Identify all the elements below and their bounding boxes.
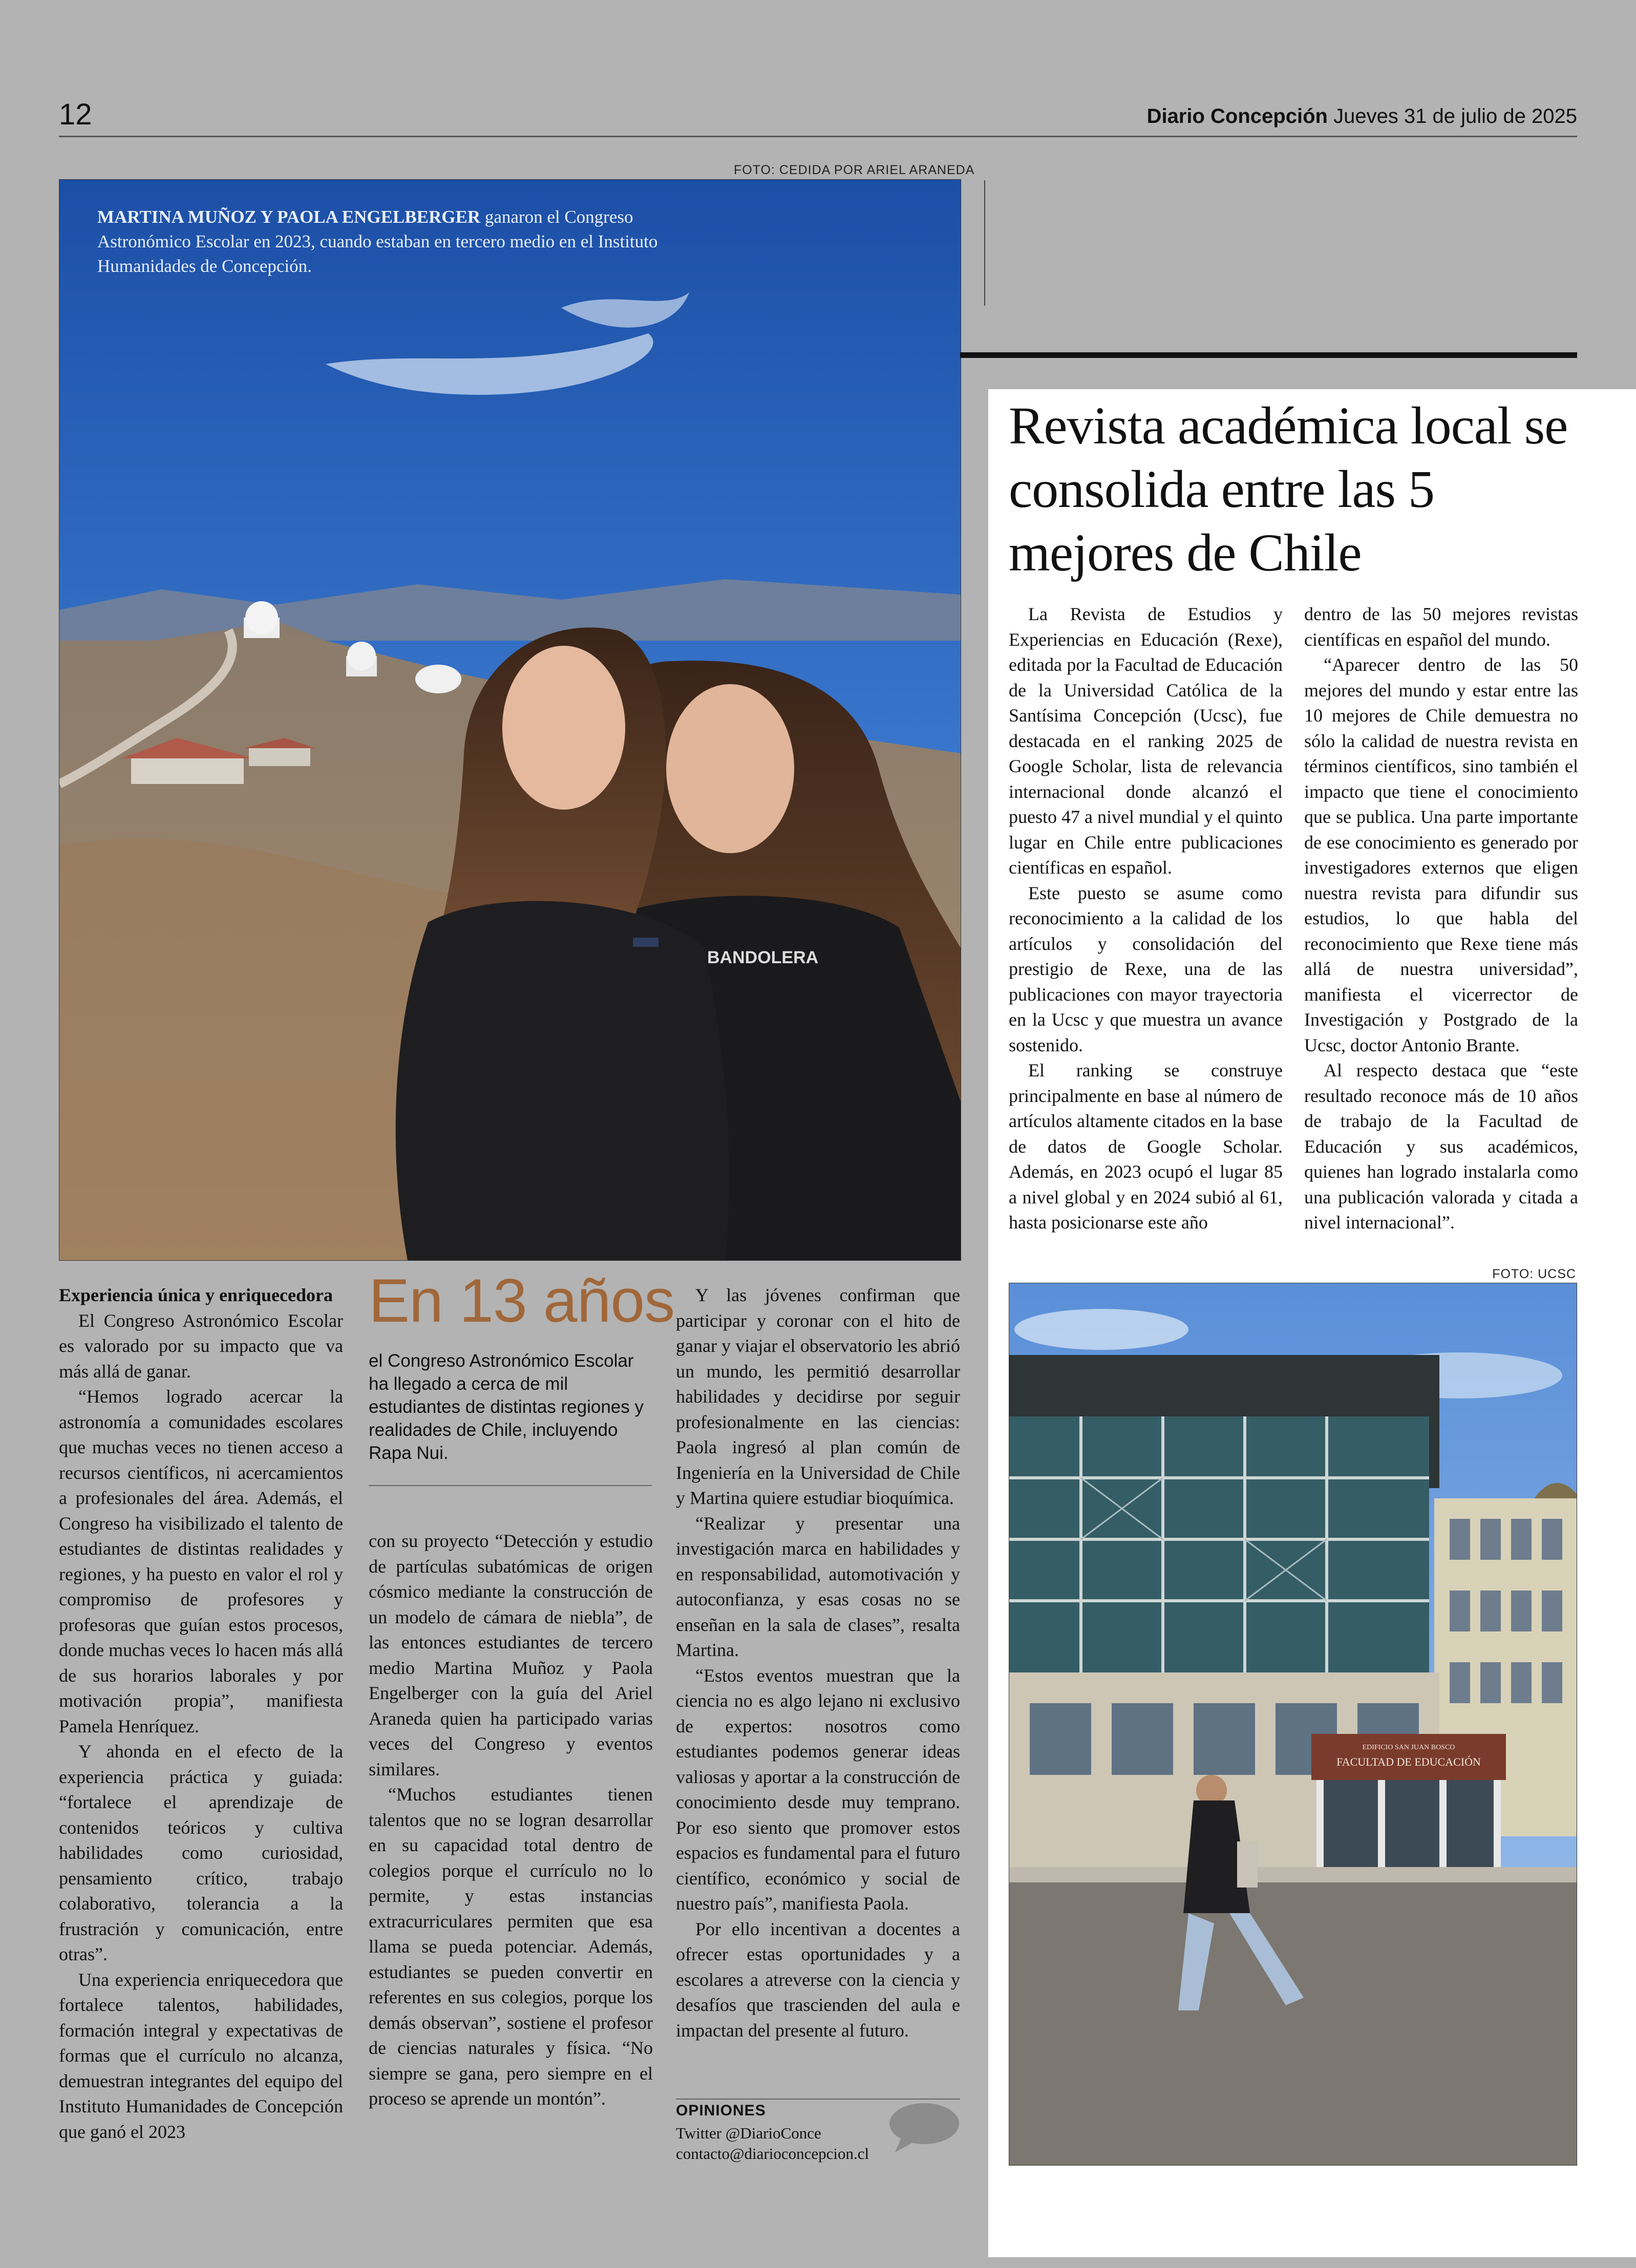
newspaper-name: Diario Concepción [1146, 105, 1328, 128]
article-column-2 [1304, 602, 1578, 1236]
students-observatory-photo [59, 179, 961, 1261]
masthead [1147, 105, 1577, 128]
article-column-1 [1009, 602, 1283, 1236]
caption-names: MARTINA MUÑOZ Y PAOLA ENGELBERGER [97, 207, 481, 227]
photo-caption [97, 205, 686, 279]
opinions-divider [676, 2099, 960, 2100]
article-headline: Revista académica local se consolida entre las 5 mejores de Chile [1009, 396, 1568, 582]
story-column-1 [59, 1283, 343, 2145]
pull-quote-number: En 13 años [369, 1266, 675, 1335]
paragraph: Una experiencia enriquecedora que fortalece talentos, habilidades, formación integral y expectativas de formas que el currículo no alcanza, demuestran integrantes del equipo del Instituto Humanidades de Concepción que ganó el 2023 [59, 1969, 343, 2142]
speech-bubble-icon [886, 2102, 960, 2156]
paragraph: “Estos eventos muestran que la ciencia no es algo lejano ni exclusivo de expertos: nosotros como estudiantes podemos generar ideas valiosas y aportar a la construcción de conocimiento desde muy temprano. Por eso siento que promover estos espacios es fundamental para el futuro científico, económico y social de nuestro país”, manifiesta Paola. [676, 1665, 960, 1914]
paragraph: “Aparecer dentro de las 50 mejores del mundo y estar entre las 10 mejores de Chile demuestra no sólo la calidad de nuestra revista en términos científicos, sino también el impacto que tiene el conocimiento que se publica. Una parte importante de ese conocimiento es generado por investigadores externos que eligen nuestra revista para difundir sus estudios, lo que habla del reconocimiento que Rexe tiene más allá de nuestra universidad”, manifiesta el vicerrector de Investigación y Postgrado de la Ucsc, doctor Antonio Brante. [1304, 654, 1578, 1055]
pull-quote-divider [369, 1485, 652, 1486]
building-sign-main: FACULTAD DE EDUCACIÓN [1336, 1755, 1481, 1768]
page-number: 12 [59, 98, 92, 131]
section-subheading: Experiencia única y enriquecedora [59, 1285, 333, 1305]
paragraph: Al respecto destaca que “este resultado reconoce más de 10 años de trabajo de la Facultad de Educación y sus académicos, quienes han logrado instalarla como una publicación valorada y citada a nivel internacional”. [1304, 1060, 1578, 1233]
photo-credit: FOTO: CEDIDA POR ARIEL ARANEDA [734, 163, 975, 177]
story-column-3 [676, 1283, 960, 2043]
pull-quote-text: el Congreso Astronómico Escolar ha llegado a cerca de mil estudiantes de distintas regiones y realidades de Chile, incluyendo Rapa Nui. [369, 1351, 644, 1463]
paragraph: El Congreso Astronómico Escolar es valorado por su impacto que va más allá de ganar. [59, 1310, 343, 1382]
paragraph: con su proyecto “Detección y estudio de partículas subatómicas de origen cósmico mediante la construcción de un modelo de cámara de niebla”, de las entonces estudiantes de tercero medio Martina Muñoz y Paola Engelberger con la guía del Ariel Araneda quien ha participado varias veces del Congreso y eventos similares. [369, 1531, 653, 1779]
story-column-2 [369, 1529, 653, 2112]
paragraph: “Hemos logrado acercar la astronomía a comunidades escolares que muchas veces no tienen acceso a recursos científicos, ni acercamientos a profesionales del área. Además, el Congreso ha visibilizado el talento de estudiantes de distintas realidades y regiones, y ha puesto en valor el rol y compromiso de profesores y profesoras que guían estos procesos, donde muchas veces lo hacen más allá de sus horarios laborales y por motivación propia”, manifiesta Pamela Henríquez. [59, 1386, 343, 1736]
paragraph: Por ello incentivan a docentes a ofrecer estas oportunidades y a escolares a atreverse con la ciencia y desafíos que trascienden del aula e impactan del presente al futuro. [676, 1918, 960, 2041]
sweatshirt-print: BANDOLERA [707, 948, 819, 967]
paragraph: “Realizar y presentar una investigación marca en habilidades y en responsabilidad, automotivación y autoconfianza, y esas cosas no se enseñan en la sala de clases”, resalta Martina. [676, 1513, 960, 1660]
article-top-rule [960, 352, 1577, 358]
photo-credit: FOTO: UCSC [1492, 1267, 1576, 1281]
paragraph: Y ahonda en el efecto de la experiencia práctica y guiada: “fortalece el aprendizaje de contenidos teóricos y cultiva habilidades como curiosidad, pensamiento crítico, trabajo colaborativo, tolerancia a la frustración y comunicación, entre otras”. [59, 1741, 343, 1964]
column-divider [984, 180, 985, 306]
contact-email: contacto@diarioconcepcion.cl [676, 2145, 869, 2163]
paragraph: Este puesto se asume como reconocimiento a la calidad de los artículos y consolidación del prestigio de Rexe, una de las publicaciones con mayor trayectoria en la Ucsc y que muestra un avance sostenido. [1009, 882, 1283, 1055]
faculty-building-photo [1009, 1283, 1577, 2166]
paragraph: Y las jóvenes confirman que participar y coronar con el hito de ganar y viajar el observatorio les abrió un mundo, les permitió desarrollar habilidades y decidirse por seguir profesionalmente en las ciencias: Paola ingresó al plan común de Ingeniería en la Universidad de Chile y Martina quiere estudiar bioquímica. [676, 1285, 960, 1508]
paragraph: “Muchos estudiantes tienen talentos que no se logran desarrollar en su capacidad total dentro de colegios porque el currículo no lo permite, y estas instancias extracurriculares permiten que esa llama se pueda potenciar. Además, estudiantes se pueden convertir en referentes en sus colegios, porque los demás observan”, sostiene el profesor de ciencias naturales y física. “No siempre se gana, pero siempre en el proceso se aprende un montón”. [369, 1784, 653, 2109]
header-divider [59, 136, 1577, 137]
paragraph: La Revista de Estudios y Experiencias en Educación (Rexe), editada por la Facultad de Educación de la Universidad Católica de la Santísima Concepción (Ucsc), fue destacada en el ranking 2025 de Google Scholar, lista de relevancia internacional donde alcanzó el puesto 47 a nivel mundial y el quinto lugar en Chile entre publicaciones científicas en español. [1009, 604, 1283, 878]
building-sign-top: EDIFICIO SAN JUAN BOSCO [1362, 1744, 1455, 1751]
issue-date: Jueves 31 de julio de 2025 [1333, 105, 1577, 128]
caption-text: ganaron el Congreso Astronómico Escolar en 2023, cuando estaban en tercero medio en el Instituto Humanidades de Concepción. [97, 207, 658, 276]
paragraph: El ranking se construye principalmente en base al número de artículos altamente citados en la base de datos de Google Scholar. Además, en 2023 ocupó el lugar 85 a nivel global y en 2024 subió al 61, hasta posicionarse este año [1009, 1060, 1283, 1233]
twitter-handle: Twitter @DiarioConce [676, 2124, 821, 2142]
opinions-title: OPINIONES [676, 2102, 766, 2119]
paragraph: dentro de las 50 mejores revistas científicas en español del mundo. [1304, 604, 1578, 650]
